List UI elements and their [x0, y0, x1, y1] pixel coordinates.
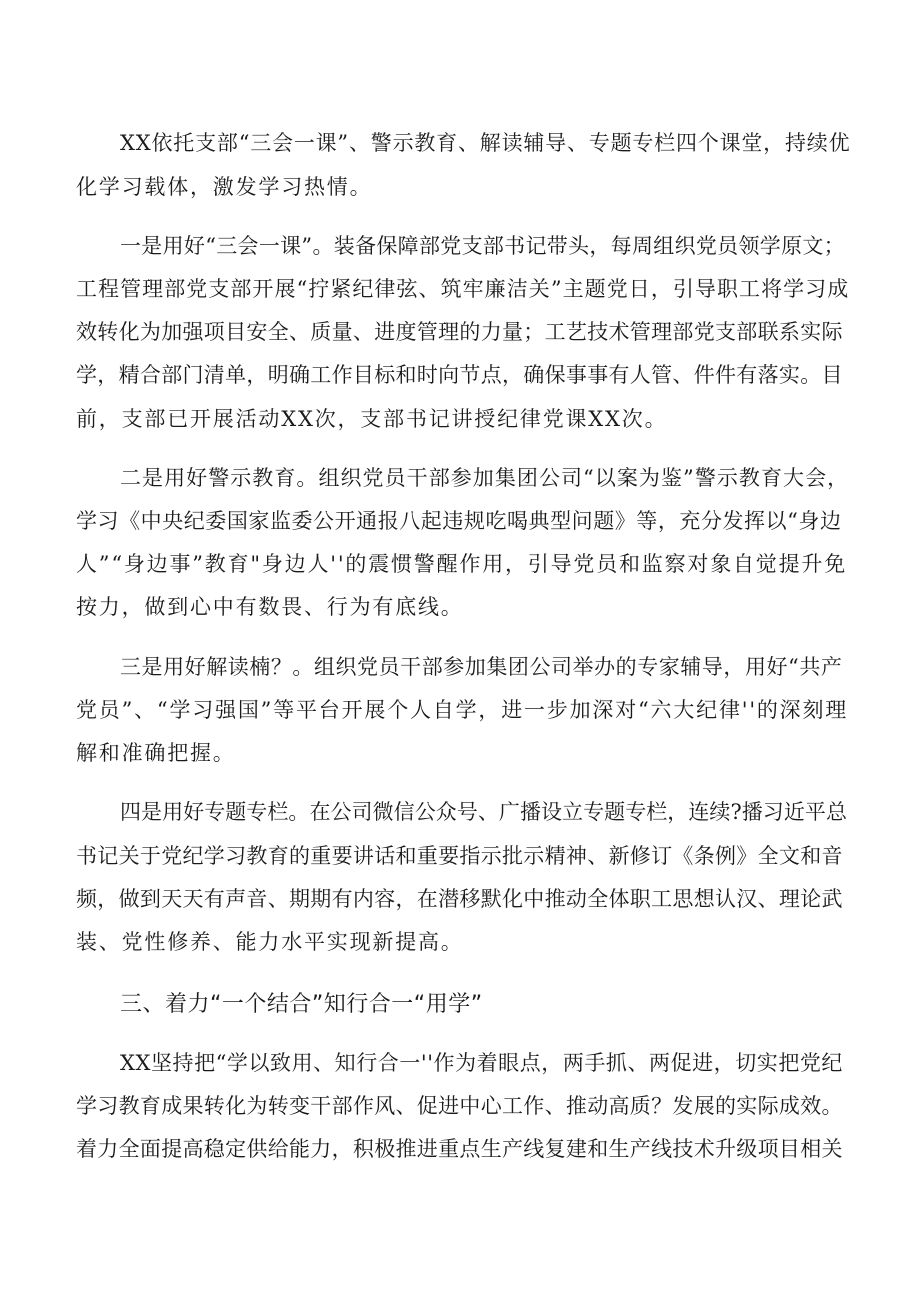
- final-paragraph-line-1: XX坚持把“学以致用、知行合一''作为着眼点，两手抓、两促进，切实把党纪: [120, 1051, 843, 1075]
- paragraph-1-line-2: 化学习载体，激发学习热情。: [76, 175, 373, 199]
- paragraph-4-line-3: 解和准确把握。: [76, 741, 236, 765]
- paragraph-2-line-3: 效转化为加强项目安全、质量、进度管理的力量；工艺技术管理部党支部联系实际: [76, 320, 843, 344]
- paragraph-2-line-2: 工程管理部党支部开展“拧紧纪律弦、筑牢廉洁关”主题党日，引导职工将学习成: [76, 277, 850, 301]
- paragraph-5-line-3: 频，做到天天有声音、期期有内容，在潜移默化中推动全体职工思想认汉、理论武: [76, 887, 843, 911]
- paragraph-4-line-2: 党员”、“学习强国”等平台开展个人自学，进一步加深对“六大纪律''的深刻理: [76, 698, 849, 722]
- final-paragraph-line-3: 着力全面提高稳定供给能力，积极推进重点生产线复建和生产线技术升级项目相关: [76, 1137, 843, 1161]
- paragraph-2-line-1: 一是用好“三会一课”。装备保障部党支部书记带头，每周组织党员领学原文；: [120, 234, 845, 258]
- paragraph-3-line-1: 二是用好警示教育。组织党员干部参加集团公司“以案为鉴”警示教育大会，: [120, 466, 850, 490]
- paragraph-2-line-4: 学，精合部门清单，明确工作目标和时向节点，确保事事有人管、件件有落实。目: [76, 363, 843, 387]
- paragraph-4-line-1: 三是用好解读楠？。组织党员干部参加集团公司举办的专家辅导，用好“共产: [120, 655, 843, 679]
- section-heading: 三、着力“一个结合”知行合一“用学”: [120, 992, 483, 1017]
- paragraph-2-line-5: 前，支部已开展活动XX次，支部书记讲授纪律党课XX次。: [76, 407, 668, 431]
- paragraph-5-line-1: 四是用好专题专栏。在公司微信公众号、广播设立专题专栏，连续?播习近平总: [120, 800, 848, 824]
- paragraph-5-line-2: 书记关于党纪学习教育的重要讲话和重要指示批示精神、新修订《条例》全文和音: [76, 844, 843, 868]
- paragraph-3-line-3: 人”“身边事”教育"身边人''的震惯警醒作用，引导党员和监察对象自觉提升免: [76, 552, 848, 576]
- paragraph-1-line-1: XX依托支部“三会一课”、警示教育、解读辅导、专题专栏四个课堂，持续优: [120, 131, 851, 155]
- final-paragraph-line-2: 学习教育成果转化为转变干部作风、促进中心工作、推动高质？发展的实际成效。: [76, 1094, 843, 1118]
- paragraph-3-line-2: 学习《中央纪委国家监委公开通报八起违规吃喝典型问题》等，充分发挥以“身边: [76, 509, 842, 533]
- paragraph-5-line-4: 装、党性修养、能力水平实现新提高。: [76, 930, 464, 954]
- paragraph-3-line-4: 按力，做到心中有数畏、行为有底线。: [76, 595, 464, 619]
